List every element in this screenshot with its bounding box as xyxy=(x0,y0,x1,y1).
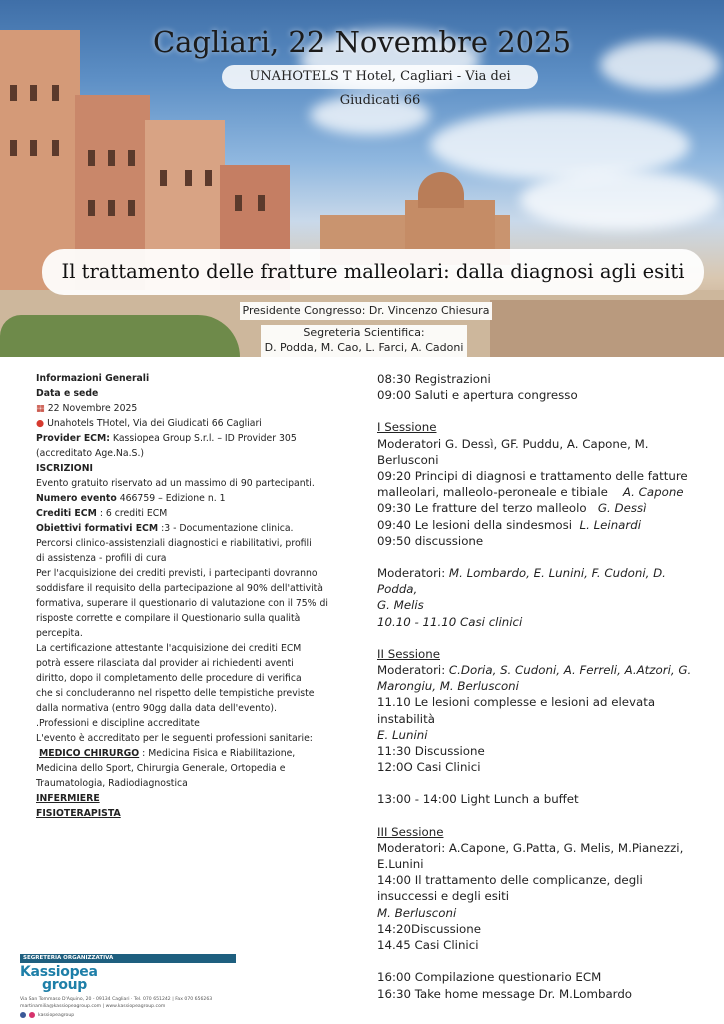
program-item: 09:00 Saluti e apertura congresso xyxy=(377,388,578,403)
date-line xyxy=(36,401,336,416)
general-info xyxy=(36,371,336,821)
info-line: di assistenza - profili di cura xyxy=(36,553,167,564)
moderators-label: Moderatori: xyxy=(377,663,449,678)
moderators-line xyxy=(377,565,707,597)
congress-president: Presidente Congresso: Dr. Vincenzo Chiesura xyxy=(240,302,492,320)
place-text: Unahotels THotel, Via dei Giudicati 66 Cagliari xyxy=(47,418,262,429)
talk-title: 09:30 Le fratture del terzo malleolo xyxy=(377,501,587,516)
program-item: 11:30 Discussione xyxy=(377,744,485,759)
session-2-moderators xyxy=(377,662,707,678)
medico-line: Medicina dello Sport, Chirurgia Generale, Ortopedia e xyxy=(36,763,286,774)
speaker: L. Leinardi xyxy=(579,517,642,532)
info-line: Percorsi clinico-assistenziali diagnostici e riabilitativi, profili xyxy=(36,538,312,549)
session-1-moderators: Moderatori G. Dessì, GF. Puddu, A. Capone, M. xyxy=(377,436,649,451)
obiettivi-line xyxy=(36,521,336,536)
info-line: diritto, dopo il completamento delle procedure di verifica xyxy=(36,673,302,684)
logo-line-1: Kassiopea xyxy=(20,964,98,980)
lunch-break: 13:00 - 14:00 Light Lunch a buffet xyxy=(377,792,579,807)
moderators-names: G. Melis xyxy=(377,598,424,613)
program xyxy=(377,371,707,1002)
moderators-names: Marongiu, M. Berlusconi xyxy=(377,679,519,694)
info-line: che si concluderanno nel rispetto delle tempistiche previste xyxy=(36,688,315,699)
crediti-line xyxy=(36,506,336,521)
info-line: risposte corrette e compilare il Questionario sulla qualità xyxy=(36,613,301,624)
logo-line-2: group xyxy=(42,977,88,993)
event-city-date: Cagliari, 22 Novembre 2025 xyxy=(152,25,572,59)
secretariat-names: D. Podda, M. Cao, L. Farci, A. Cadoni xyxy=(264,341,464,354)
program-item: 16:00 Compilazione questionario ECM xyxy=(377,970,602,985)
numero-label: Numero evento xyxy=(36,493,117,504)
session-3-moderators: Moderatori: A.Capone, G.Patta, G. Melis, M.Pianezzi, xyxy=(377,840,684,855)
organizing-secretariat xyxy=(20,954,260,1018)
speaker: M. Berlusconi xyxy=(377,905,457,920)
event-venue: UNAHOTELS T Hotel, Cagliari - Via dei Giudicati 66 xyxy=(222,65,538,89)
program-item xyxy=(377,484,707,500)
social-handle[interactable]: kassiopeagroup xyxy=(38,1012,75,1018)
info-line: formativa, superare il questionario di valutazione con il 75% di xyxy=(36,598,328,609)
medico-label: MEDICO CHIRURGO xyxy=(38,748,140,759)
crediti-label: Crediti ECM xyxy=(36,508,97,519)
provider-line xyxy=(36,431,336,446)
date-text: 22 Novembre 2025 xyxy=(47,403,138,414)
place-line xyxy=(36,416,336,431)
program-item: 14:20Discussione xyxy=(377,921,481,936)
info-heading: Informazioni Generali xyxy=(36,373,150,384)
session-1-moderators: Berlusconi xyxy=(377,452,439,467)
date-venue-heading: Data e sede xyxy=(36,388,99,399)
footer-contacts[interactable]: martinamilia@kassiopeagroup.com | www.kassiopeagroup.com xyxy=(20,1004,166,1009)
obiettivi-text: :3 - Documentazione clinica. xyxy=(158,523,294,534)
event-title: Il trattamento delle fratture malleolari: dalla diagnosi agli esiti xyxy=(42,249,704,295)
numero-line xyxy=(36,491,336,506)
program-item: 16:30 Take home message Dr. M.Lombardo xyxy=(377,986,633,1001)
session-3-moderators: E.Lunini xyxy=(377,857,424,872)
moderators-names: M. Lombardo, E. Lunini, F. Cudoni, D. Podda, xyxy=(377,566,666,597)
calendar-icon: ▦ xyxy=(36,403,45,414)
fisioterapista-label: FISIOTERAPISTA xyxy=(36,808,121,819)
provider-accr: (accreditato Age.Na.S.) xyxy=(36,448,145,459)
program-item: 12:0O Casi Clinici xyxy=(377,760,481,775)
kassiopea-logo xyxy=(20,966,260,992)
speaker: E. Lunini xyxy=(377,727,428,742)
session-2-title: II Sessione xyxy=(377,646,440,661)
pin-icon: ● xyxy=(36,418,45,429)
footer-address: Via San Tommaso D'Aquino, 20 - 09134 Cagliari · Tel. 070 651242 | Fax 070 656263 xyxy=(20,997,213,1002)
instagram-icon[interactable] xyxy=(29,1012,35,1018)
talk-title: malleolari, malleolo-peroneale e tibiale xyxy=(377,485,608,500)
clinical-cases: 10.10 - 11.10 Casi clinici xyxy=(377,614,523,629)
program-item: insuccessi e degli esiti xyxy=(377,889,510,904)
obiettivi-label: Obiettivi formativi ECM xyxy=(36,523,159,534)
iscrizioni-heading: ISCRIZIONI xyxy=(36,463,93,474)
info-line: percepita. xyxy=(36,628,83,639)
moderators-label: Moderatori: xyxy=(377,566,449,581)
social-row xyxy=(20,1012,260,1018)
info-line: L'evento è accreditato per le seguenti professioni sanitarie: xyxy=(36,733,313,744)
program-item: 08:30 Registrazioni xyxy=(377,372,491,386)
program-item: 14:00 Il trattamento delle complicanze, degli xyxy=(377,873,643,888)
medico-text: : Medicina Fisica e Riabilitazione, xyxy=(139,748,296,759)
medico-line xyxy=(36,746,336,761)
footer-bar-label: SEGRETERIA ORGANIZZATIVA xyxy=(20,954,236,963)
program-item xyxy=(377,500,707,516)
session-1-title: I Sessione xyxy=(377,420,437,435)
talk-title: 09:40 Le lesioni della sindesmosi xyxy=(377,517,573,532)
infermiere-label: INFERMIERE xyxy=(36,793,100,804)
hero-image xyxy=(0,0,724,357)
speaker: G. Dessì xyxy=(597,501,647,516)
program-item: 09:20 Principi di diagnosi e trattamento delle fatture xyxy=(377,469,688,484)
info-line: soddisfare il requisito della partecipazione al 90% dell'attività xyxy=(36,583,324,594)
medico-line: Traumatologia, Radiodiagnostica xyxy=(36,778,188,789)
crediti-text: : 6 crediti ECM xyxy=(96,508,168,519)
program-item: 14.45 Casi Clinici xyxy=(377,938,479,953)
secretariat-label: Segreteria Scientifica: xyxy=(303,326,425,339)
info-line: dalla normativa (entro 90gg dalla data dell'evento). xyxy=(36,703,277,714)
scientific-secretariat xyxy=(261,325,467,357)
info-line: .Professioni e discipline accreditate xyxy=(36,718,200,729)
session-3-title: III Sessione xyxy=(377,824,444,839)
provider-label: Provider ECM: xyxy=(36,433,110,444)
info-line: La certificazione attestante l'acquisizione dei crediti ECM xyxy=(36,643,302,654)
program-item: 09:50 discussione xyxy=(377,533,484,548)
provider-text: Kassiopea Group S.r.l. – ID Provider 305 xyxy=(109,433,297,444)
info-line: potrà essere rilasciata dal provider ai richiedenti aventi xyxy=(36,658,294,669)
program-item xyxy=(377,517,707,533)
speaker: A. Capone xyxy=(622,485,684,500)
facebook-icon[interactable] xyxy=(20,1012,26,1018)
moderators-names: C.Doria, S. Cudoni, A. Ferreli, A.Atzori, G. xyxy=(448,663,692,678)
numero-text: 466759 – Edizione n. 1 xyxy=(116,493,226,504)
program-item: 11.10 Le lesioni complesse e lesioni ad elevata instabilità xyxy=(377,695,656,726)
info-line: Per l'acquisizione dei crediti previsti, i partecipanti dovranno xyxy=(36,568,318,579)
iscrizioni-text: Evento gratuito riservato ad un massimo di 90 partecipanti. xyxy=(36,478,315,489)
